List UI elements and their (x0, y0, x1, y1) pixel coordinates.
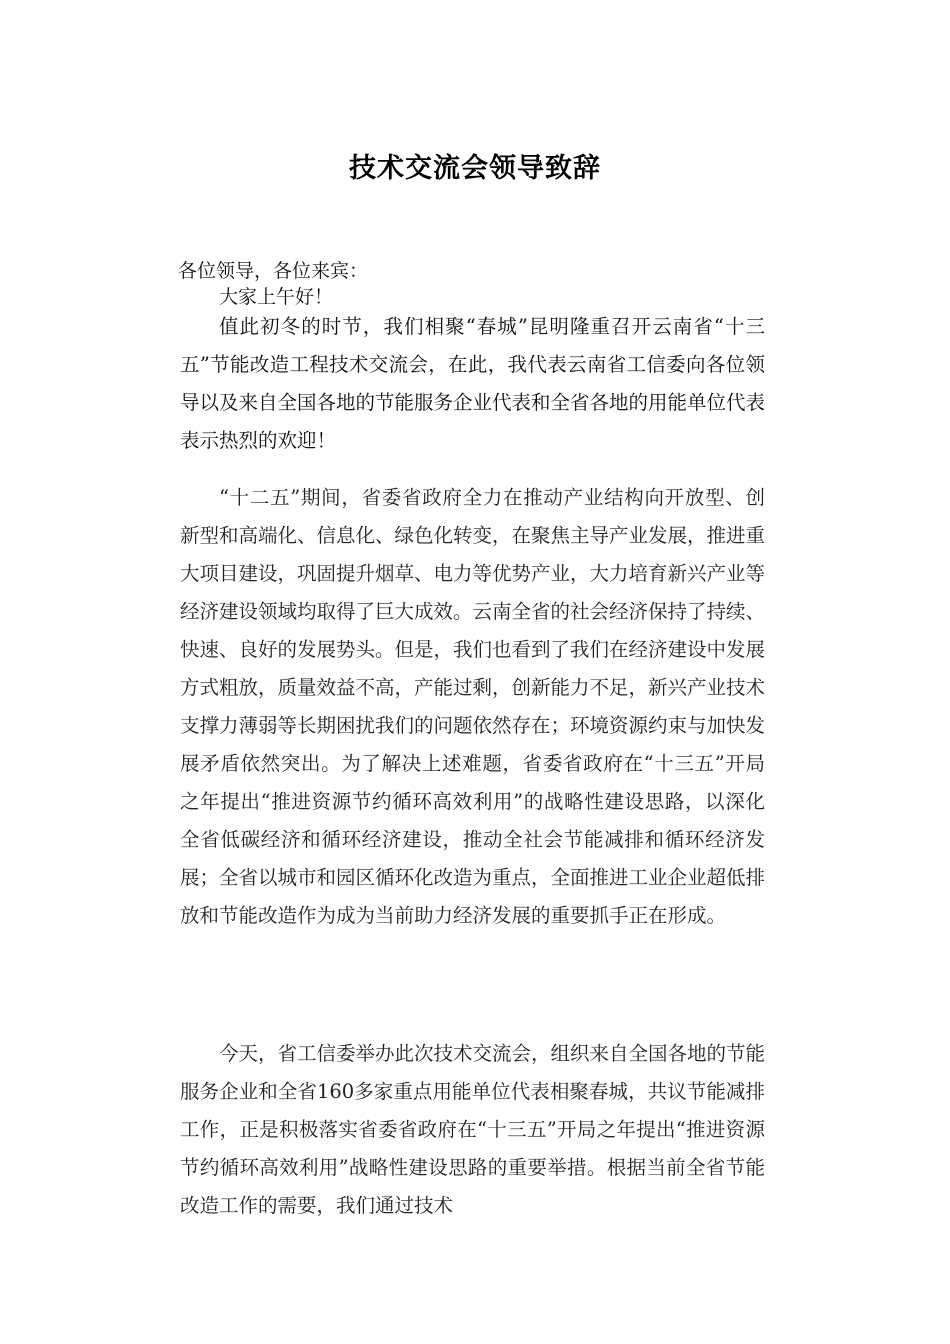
document-title: 技术交流会领导致辞 (349, 153, 601, 184)
body-paragraph-2: “十二五”期间，省委省政府全力在推动产业结构向开放型、创新型和高端化、信息化、绿色化转变，在聚焦主导产业发展，推进重大项目建设，巩固提升烟草、电力等优势产业，大力培育新兴产业等经济建设领域均取得了巨大成效。云南全省的社会经济保持了持续、快速、良好的发展势头。但是，我们也看到了我们在经济建设中发展方式粗放，质量效益不高，产能过剩，创新能力不足，新兴产业技术支撑力薄弱等长期困扰我们的问题依然存在；环境资源约束与加快发展矛盾依然突出。为了解决上述难题，省委省政府在“十三五”开局之年提出“推进资源节约循环高效利用”的战略性建设思路，以深化全省低碳经济和循环经济建设，推动全社会节能减排和循环经济发展；全省以城市和园区循环化改造为重点，全面推进工业企业超低排放和节能改造作为成为当前助力经济发展的重要抓手正在形成。 (180, 486, 766, 927)
salutation: 各位领导，各位来宾： (178, 260, 369, 282)
body-paragraph-1: 值此初冬的时节，我们相聚“春城”昆明隆重召开云南省“十三五”节能改造工程技术交流会，在此，我代表云南省工信委向各位领导以及来自全国各地的节能服务企业代表和全省各地的用能单位代表表示热烈的欢迎！ (180, 315, 766, 452)
body-paragraph-3: 今天，省工信委举办此次技术交流会，组织来自全国各地的节能服务企业和全省160多家重点用能单位代表相聚春城，共议节能减排工作，正是积极落实省委省政府在“十三五”开局之年提出“推进资源节约循环高效利用”战略性建设思路的重要举措。根据当前全省节能改造工作的需要，我们通过技术 (180, 1042, 766, 1217)
greeting: 大家上午好！ (219, 286, 334, 308)
